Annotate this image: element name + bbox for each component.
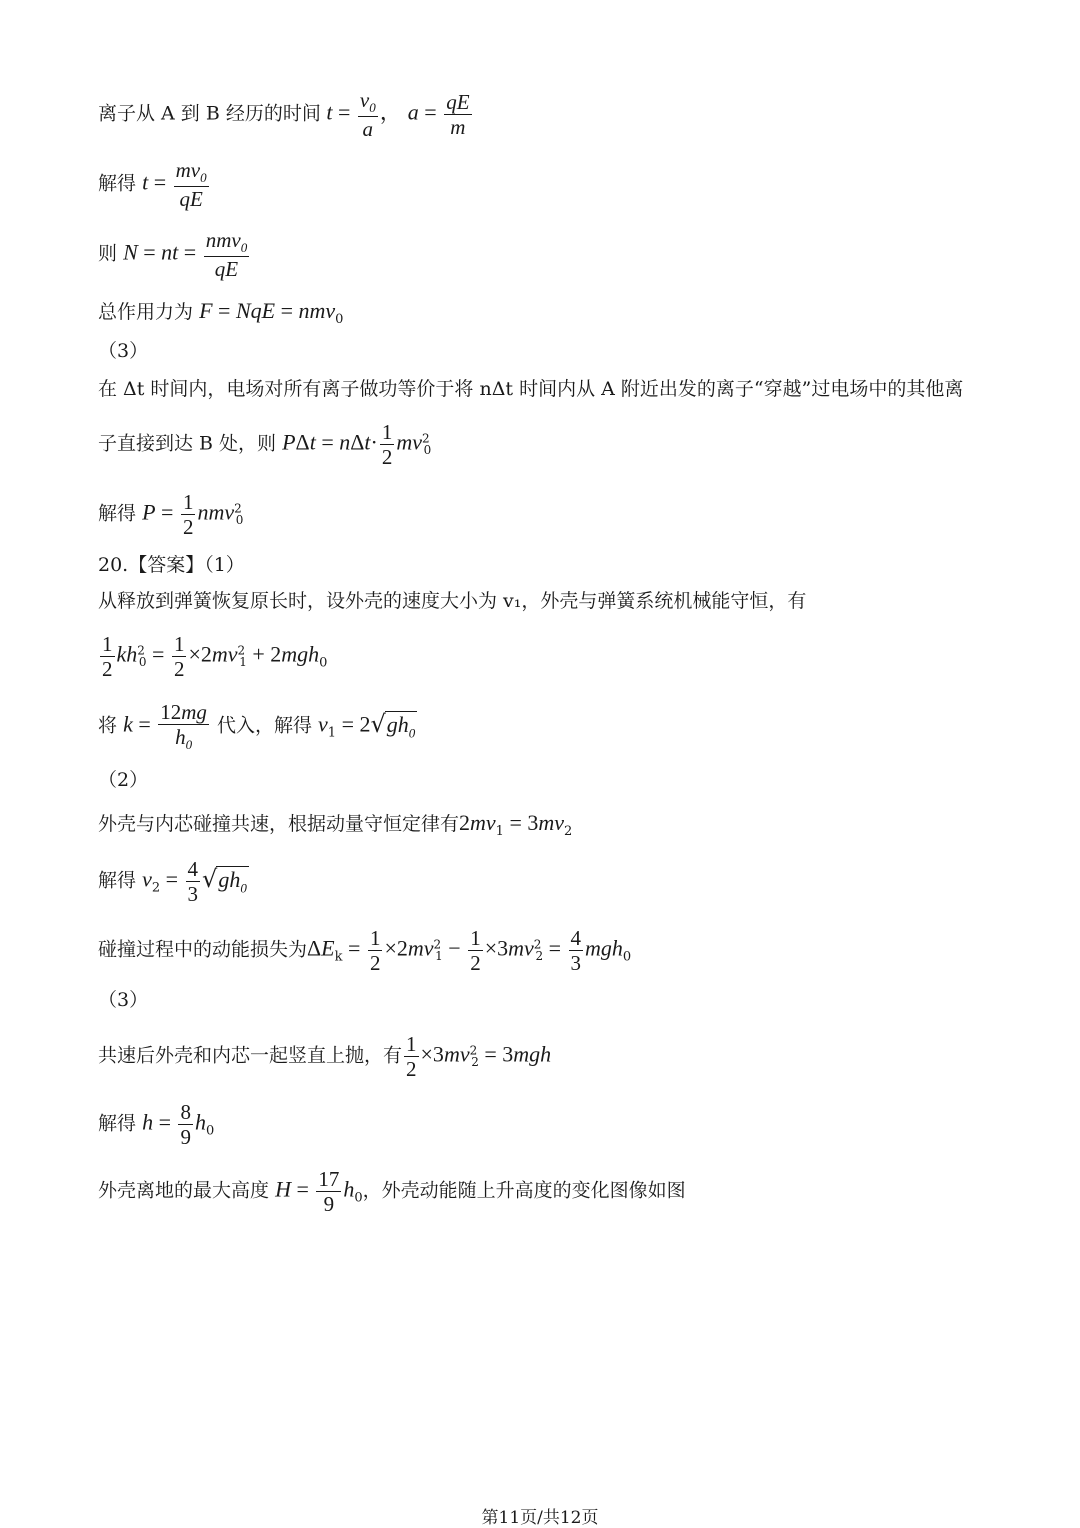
line-text: 子直接到达 B 处，则 <box>98 432 277 455</box>
answer-heading: 20.【答案】（1） <box>98 554 245 576</box>
fraction: $\frac{qE}{m}$ <box>446 90 470 140</box>
line-text: 解得 <box>98 869 137 892</box>
section-label: （2） <box>98 769 149 791</box>
fraction: $\frac{1}{2}$ <box>173 632 185 682</box>
equation-line: $\frac{1}{2}$ $kh^2_0$ = $\frac{1}{2}$ $\times 2mv^2_1 + 2mgh_0$ <box>102 632 328 682</box>
text-line: 总作用力为 F = NqE = nmv$_0$ <box>98 298 344 327</box>
text-line: 解得 t = $\frac{mv_0}{qE}$ <box>98 158 207 212</box>
line-text: 将 <box>98 714 118 737</box>
line-text: 总作用力为 <box>98 301 194 323</box>
line-text: 离子从 A 到 B 经历的时间 <box>98 102 321 125</box>
fraction: $\frac{v_0}{a}$ <box>359 88 376 142</box>
fraction: $\frac{1}{2}$ <box>381 420 393 470</box>
text-line: 子直接到达 B 处，则 PΔt = nΔt· $\frac{1}{2}$ $mv^2_0$ <box>98 420 432 470</box>
text-line: 解得 P = $\frac{1}{2}$ nmv$^2_0$ <box>98 490 244 540</box>
text-line: 离子从 A 到 B 经历的时间 t = $\frac{v_0}{a}$ ， a = $\frac{qE}{m}$ <box>98 88 470 142</box>
fraction: $\frac{4}{3}$ <box>187 857 199 907</box>
square-root: $gh_0$ <box>218 866 247 896</box>
fraction: $\frac{17}{9}$ <box>318 1167 340 1217</box>
fraction: $\frac{8}{9}$ <box>180 1100 191 1150</box>
line-text: 外壳离地的最大高度 <box>98 1179 270 1202</box>
fraction: $\frac{1}{2}$ <box>406 1032 417 1082</box>
fraction: $\frac{1}{2}$ <box>102 632 113 682</box>
fraction: $\frac{mv_0}{qE}$ <box>175 158 207 212</box>
line-text-2: ，外壳动能随上升高度的变化图像如图 <box>362 1179 686 1202</box>
line-text: 外壳与内芯碰撞共速，根据动量守恒定律有 <box>98 813 460 835</box>
text-line: 碰撞过程中的动能损失为$\Delta E_k$ = $\frac{1}{2}$ $\times 2mv^2_1$ − $\frac{1}{2}$ $\times 3mv^2_2$ = $\frac{4}{3}$ mgh$_0$ <box>98 926 632 976</box>
section-label: （3） <box>98 989 149 1011</box>
text-line: 共速后外壳和内芯一起竖直上抛，有 $\frac{1}{2}$ $\times 3mv^2_2 = 3mgh$ <box>98 1032 552 1082</box>
line-text-2: 代入，解得 <box>216 714 312 737</box>
square-root: $gh_0$ <box>386 711 416 741</box>
page-footer: 第11页/共12页 <box>481 1508 599 1528</box>
fraction: $\frac{nmv_0}{qE}$ <box>205 228 248 282</box>
line-text: 碰撞过程中的动能损失为 <box>98 938 308 961</box>
fraction: $\frac{12mg}{h_0}$ <box>160 700 207 753</box>
text-line: 解得 h = $\frac{8}{9}$ $h_0$ <box>98 1100 215 1150</box>
fraction: $\frac{1}{2}$ <box>182 490 194 540</box>
fraction: $\frac{1}{2}$ <box>369 926 381 976</box>
fraction: $\frac{4}{3}$ <box>570 926 581 976</box>
fraction: $\frac{1}{2}$ <box>470 926 481 976</box>
text-line: 在 Δt 时间内，电场对所有离子做功等价于将 nΔt 时间内从 A 附近出发的离子“穿越”过电场中的其他离 <box>98 378 964 400</box>
text-line: 则 N = nt = $\frac{nmv_0}{qE}$ <box>98 228 248 282</box>
line-text: 解得 <box>98 502 137 525</box>
text-line: 外壳与内芯碰撞共速，根据动量守恒定律有$2mv_1 = 3mv_2$ <box>98 810 573 839</box>
text-line: 外壳离地的最大高度 H = $\frac{17}{9}$ $h_0$，外壳动能随上升高度的变化图像如图 <box>98 1167 686 1217</box>
text-line: 将 k = $\frac{12mg}{h_0}$ 代入，解得 $v_1 = 2√gh_0$ <box>98 700 416 753</box>
formula: t = <box>326 99 356 125</box>
line-text: 共速后外壳和内芯一起竖直上抛，有 <box>98 1044 403 1067</box>
line-text: 则 <box>98 242 118 265</box>
line-text: 解得 <box>98 1112 137 1135</box>
text-line: 从释放到弹簧恢复原长时，设外壳的速度大小为 v₁，外壳与弹簧系统机械能守恒，有 <box>98 590 807 612</box>
line-text: 解得 <box>98 172 137 195</box>
section-label: （3） <box>98 340 149 362</box>
text-line: 解得 $v_2$ = $\frac{4}{3}$ $√gh_0$ <box>98 857 247 907</box>
